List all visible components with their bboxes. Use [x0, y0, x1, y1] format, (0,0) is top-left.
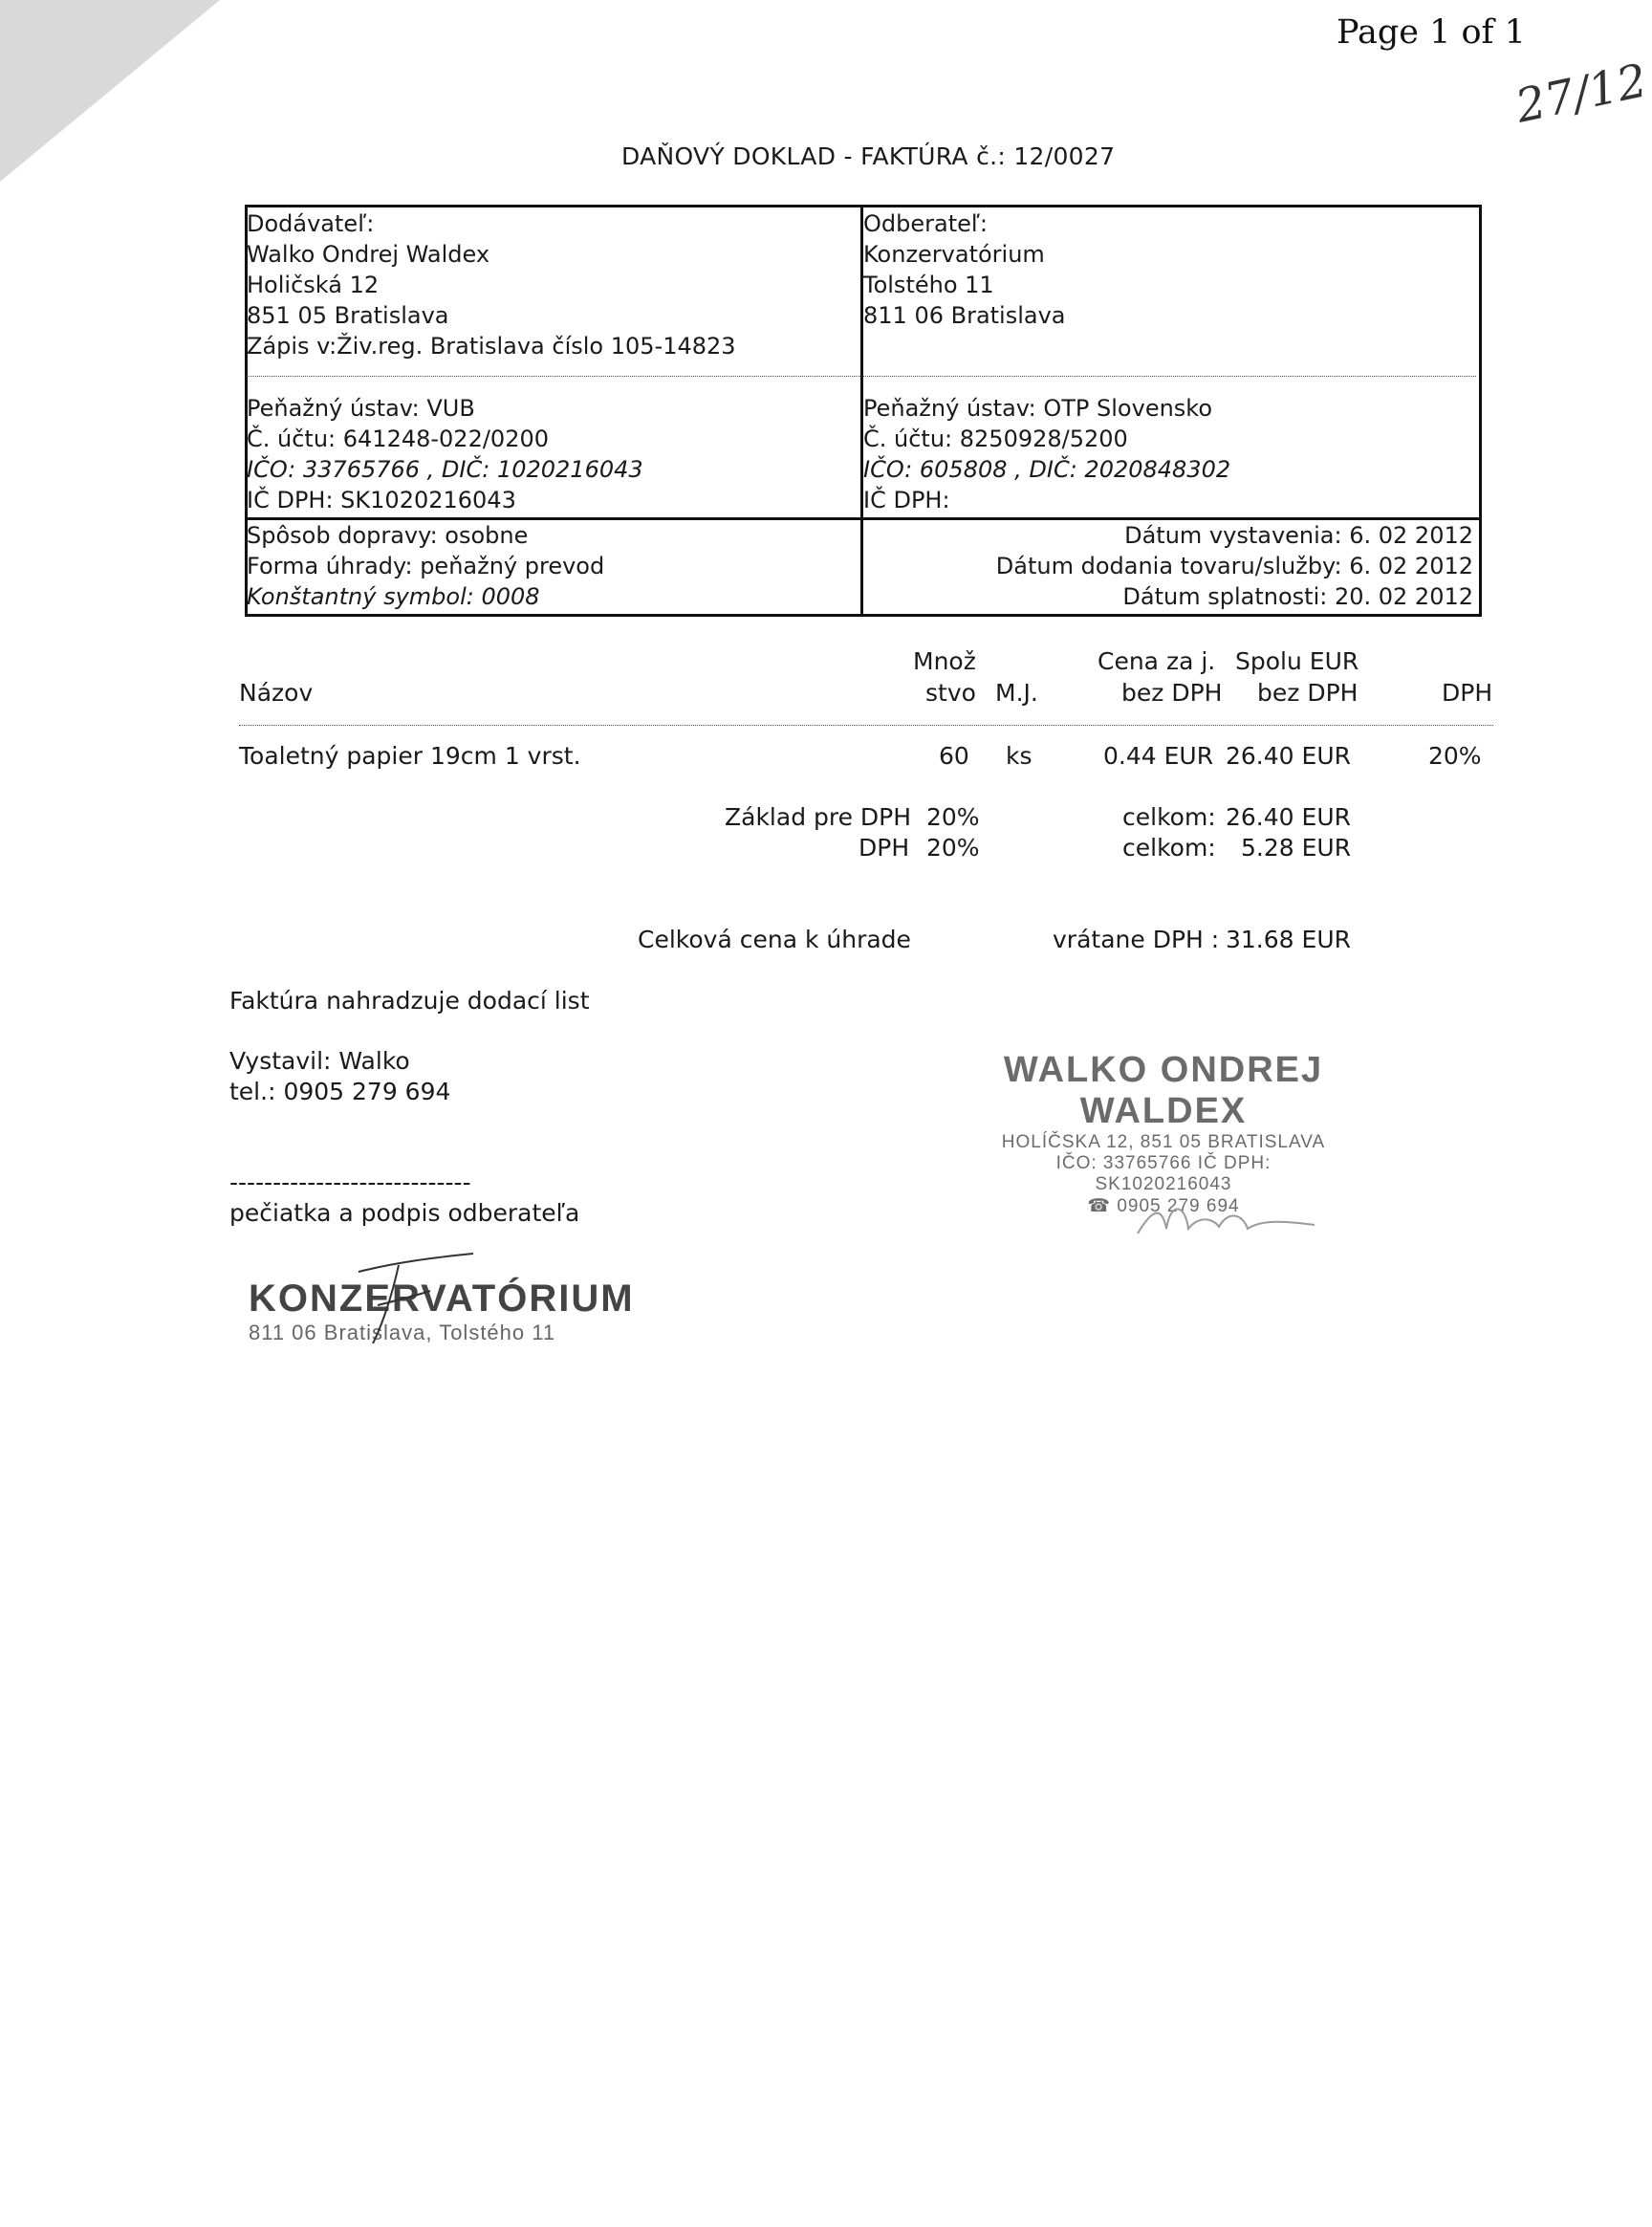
delivery-note: Faktúra nahradzuje dodací list [229, 987, 590, 1015]
customer-signature [339, 1248, 483, 1353]
supplier-name: Walko Ondrej Waldex [247, 241, 490, 268]
col-header-total-1: Spolu EUR [1235, 647, 1359, 675]
base-rate: 20% [926, 803, 980, 831]
signature-caption: pečiatka a podpis odberateľa [229, 1199, 580, 1227]
vat-total-label: celkom: [1122, 834, 1216, 862]
supplier-city: 851 05 Bratislava [247, 302, 449, 329]
customer-label: Odberateľ: [863, 210, 988, 237]
supplier-stamp-line4: ☎ 0905 279 694 [1087, 1196, 1240, 1216]
base-total: 26.40 EUR [1226, 803, 1351, 831]
customer-bank-block [863, 393, 1230, 515]
header-separator-dotted [247, 376, 1476, 377]
issue-date: Dátum vystavenia: 6. 02 2012 [1124, 522, 1473, 549]
customer-bank: Peňažný ústav: OTP Slovensko [863, 395, 1213, 422]
customer-street: Tolstého 11 [863, 272, 994, 298]
page-number: Page 1 of 1 [1337, 13, 1526, 52]
supplier-stamp-line2: HOLÍČSKA 12, 851 05 BRATISLAVA [1001, 1132, 1326, 1152]
issued-by: Vystavil: Walko [229, 1047, 410, 1075]
phone: tel.: 0905 279 694 [229, 1078, 451, 1105]
col-header-qty-2: stvo [925, 679, 976, 707]
supplier-stamp-line3: IČO: 33765766 IČ DPH: SK1020216043 [1055, 1153, 1272, 1194]
due-date: Dátum splatnosti: 20. 02 2012 [1122, 583, 1473, 610]
supplier-bank-block [247, 393, 643, 515]
customer-ico-dic: IČO: 605808 , DIČ: 2020848302 [863, 456, 1231, 483]
col-header-price-1: Cena za j. [1098, 647, 1216, 675]
document-title: DAŇOVÝ DOKLAD - FAKTÚRA č.: 12/0027 [621, 142, 1116, 170]
constant-symbol: Konštantný symbol: 0008 [247, 583, 540, 610]
col-header-qty-1: Množ [913, 647, 976, 675]
supplier-signature [1133, 1190, 1324, 1248]
item-total: 26.40 EUR [1226, 742, 1351, 770]
col-header-price-2: bez DPH [1121, 679, 1223, 707]
terms-left [247, 520, 604, 612]
base-total-label: celkom: [1122, 803, 1216, 831]
customer-stamp-line1: KONZERVATÓRIUM [249, 1277, 635, 1320]
item-name: Toaletný papier 19cm 1 vrst. [239, 742, 581, 770]
supplier-label: Dodávateľ: [247, 210, 375, 237]
grand-total-label: Celková cena k úhrade [638, 926, 911, 953]
supplier-registration: Zápis v:Živ.reg. Bratislava číslo 105-14823 [247, 333, 736, 360]
grand-total-incl-label: vrátane DPH : [1053, 926, 1220, 953]
handwritten-note: 27/12 [1511, 54, 1652, 134]
items-header-rule [239, 725, 1493, 726]
supplier-block [247, 208, 736, 361]
base-label: Základ pre DPH [725, 803, 912, 831]
payment-method: Forma úhrady: peňažný prevod [247, 553, 605, 579]
scan-folded-corner [0, 0, 220, 182]
col-header-name: Názov [239, 679, 314, 707]
customer-name: Konzervatórium [863, 241, 1045, 268]
supplier-street: Holičská 12 [247, 272, 380, 298]
item-unit-price: 0.44 EUR [1103, 742, 1214, 770]
supplier-account: Č. účtu: 641248-022/0200 [247, 426, 550, 452]
supplier-ico-dic: IČO: 33765766 , DIČ: 1020216043 [247, 456, 643, 483]
col-header-vat: DPH [1442, 679, 1493, 707]
col-header-total-2: bez DPH [1257, 679, 1359, 707]
item-unit: ks [1006, 742, 1032, 770]
col-header-unit: M.J. [995, 679, 1038, 707]
customer-account: Č. účtu: 8250928/5200 [863, 426, 1128, 452]
supplier-stamp-line1: WALKO ONDREJ WALDEX [1003, 1050, 1324, 1131]
delivery-date: Dátum dodania tovaru/služby: 6. 02 2012 [995, 553, 1473, 579]
item-vat: 20% [1428, 742, 1482, 770]
supplier-bank: Peňažný ústav: VUB [247, 395, 475, 422]
vat-rate: 20% [926, 834, 980, 862]
vat-total: 5.28 EUR [1241, 834, 1352, 862]
customer-city: 811 06 Bratislava [863, 302, 1066, 329]
terms-right [865, 520, 1473, 612]
vat-label: DPH [859, 834, 910, 862]
transport-method: Spôsob dopravy: osobne [247, 522, 529, 549]
supplier-ic-dph: IČ DPH: SK1020216043 [247, 487, 516, 513]
grand-total: 31.68 EUR [1226, 926, 1351, 953]
item-qty: 60 [939, 742, 969, 770]
customer-ic-dph: IČ DPH: [863, 487, 950, 513]
signature-line: ---------------------------- [229, 1168, 471, 1196]
customer-stamp-line2: 811 06 Bratislava, Tolstého 11 [249, 1321, 556, 1344]
customer-block [863, 208, 1066, 331]
